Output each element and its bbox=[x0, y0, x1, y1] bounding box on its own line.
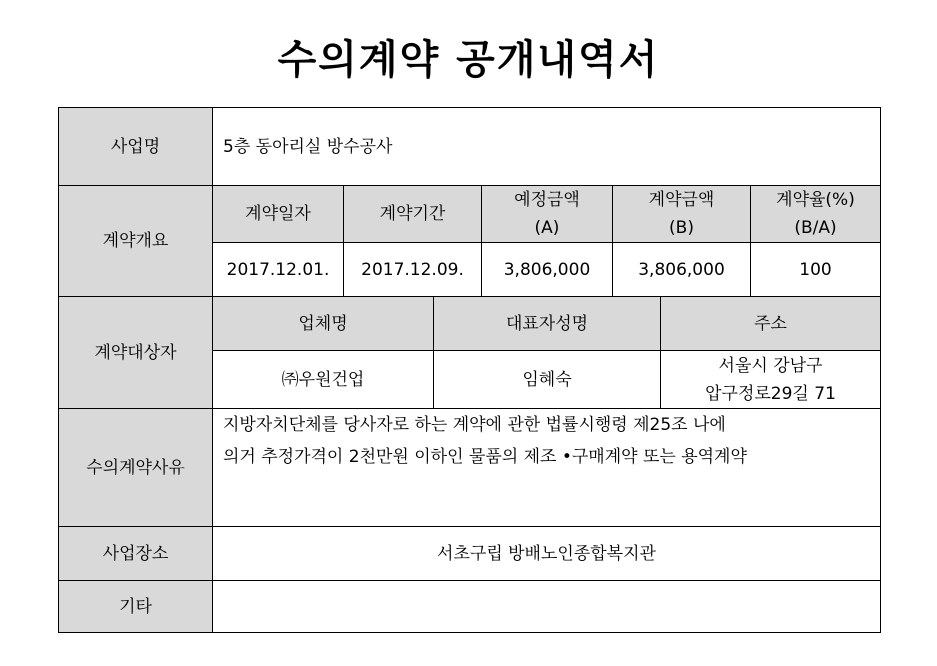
header-contract-period: 계약기간 bbox=[343, 185, 481, 242]
header-company-name: 업체명 bbox=[212, 296, 433, 350]
etc-value bbox=[212, 580, 880, 632]
address-value: 서울시 강남구 압구정로29길 71 bbox=[660, 350, 880, 408]
contract-period-value: 2017.12.09. bbox=[343, 242, 481, 296]
representative-value: 임혜숙 bbox=[433, 350, 660, 408]
header-contract-amount: 계약금액 (B) bbox=[612, 185, 750, 242]
location-label: 사업장소 bbox=[59, 526, 212, 580]
reason-value: 지방자치단체를 당사자로 하는 계약에 관한 법률시행령 제25조 나에 의거 추정가격이 2천만원 이하인 물품의 제조 •구매계약 또는 용역계약 bbox=[212, 408, 880, 526]
contract-overview-label: 계약개요 bbox=[59, 185, 212, 296]
estimated-amount-value: 3,806,000 bbox=[481, 242, 612, 296]
company-name-value: ㈜우원건업 bbox=[212, 350, 433, 408]
contract-amount-value: 3,806,000 bbox=[612, 242, 750, 296]
header-estimated-amount: 예정금액 (A) bbox=[481, 185, 612, 242]
header-contract-date: 계약일자 bbox=[212, 185, 343, 242]
contractor-label: 계약대상자 bbox=[59, 296, 212, 408]
project-name-value: 5층 동아리실 방수공사 bbox=[212, 108, 880, 185]
document-title: 수의계약 공개내역서 bbox=[277, 37, 660, 83]
header-representative: 대표자성명 bbox=[433, 296, 660, 350]
header-contract-rate: 계약율(%) (B/A) bbox=[750, 185, 880, 242]
location-value: 서초구립 방배노인종합복지관 bbox=[212, 526, 880, 580]
project-name-label: 사업명 bbox=[59, 108, 212, 185]
disclosure-table bbox=[58, 107, 881, 633]
contract-rate-value: 100 bbox=[750, 242, 880, 296]
reason-label: 수의계약사유 bbox=[59, 408, 212, 526]
etc-label: 기타 bbox=[59, 580, 212, 632]
header-address: 주소 bbox=[660, 296, 880, 350]
contract-date-value: 2017.12.01. bbox=[212, 242, 343, 296]
